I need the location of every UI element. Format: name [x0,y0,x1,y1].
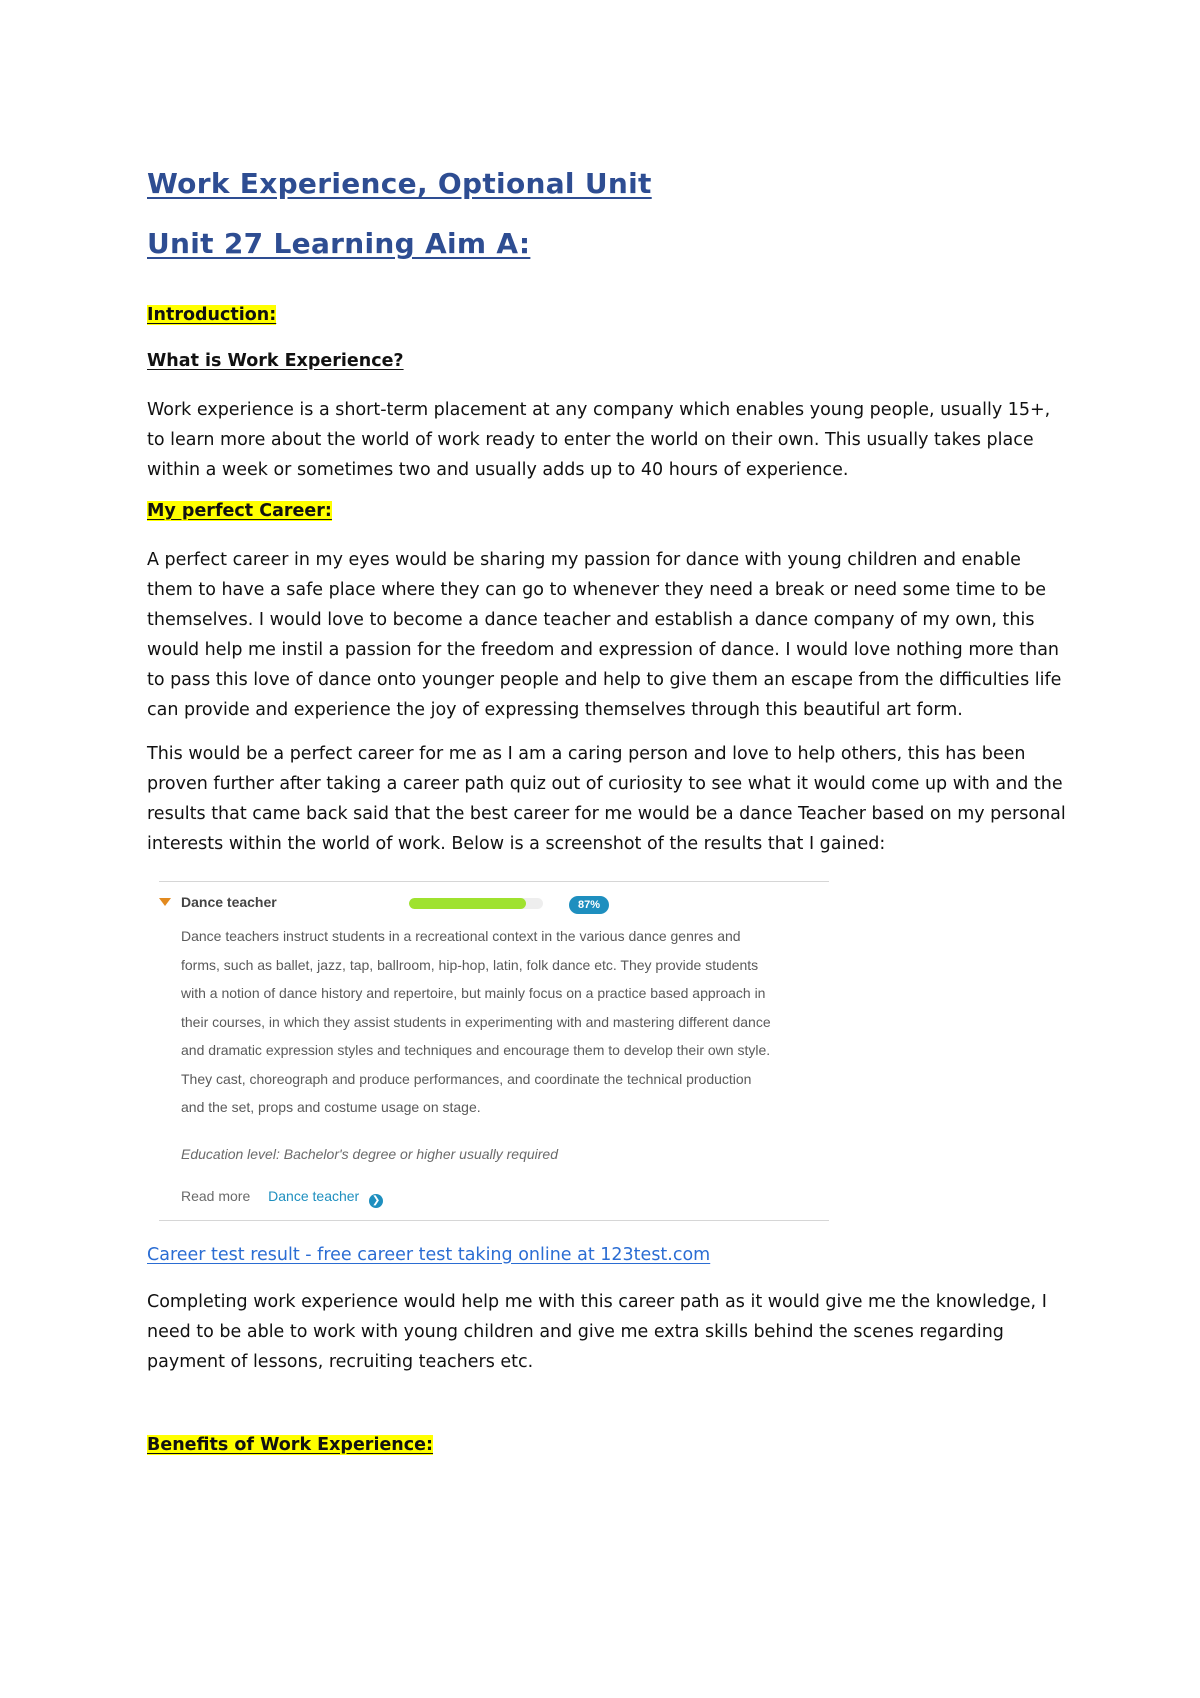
job-description-line: with a notion of dance history and repertoire, but mainly focus on a practice based approach in [181,985,766,1001]
benefits-heading [147,1433,1067,1457]
career-test-link[interactable]: Career test result - free career test taking online at 123test.com [147,1244,711,1265]
job-description-line: and dramatic expression styles and techniques and encourage them to develop their own style. [181,1042,771,1058]
job-description-line: their courses, in which they assist students in experimenting with and mastering different dance [181,1013,771,1030]
section-spacer [147,1391,1067,1433]
benefits-label: Benefits of Work Experience: [147,1434,434,1455]
what-is-heading: What is Work Experience? [147,351,404,371]
match-badge: 87% [569,896,609,914]
match-progress-bar [409,898,543,909]
read-more-label: Read more [181,1187,251,1204]
job-description-line: and the set, props and costume usage on stage. [181,1099,481,1115]
job-description-line: They cast, choreograph and produce performances, and coordinate the technical production [181,1070,752,1087]
career-heading [147,499,1067,523]
career-paragraph-2: This would be a perfect career for me as I am a caring person and love to help others, this has been proven further after taking a career path quiz out of curiosity to see what it would come up with and the results that came back said that the best career for me would be a dance Teacher based on my personal interests within the world of work. Below is a screenshot of the results that I gained: [147,744,1066,854]
education-level: Education level: Bachelor's degree or higher usually required [181,1145,559,1162]
introduction-label: Introduction: [147,305,277,325]
document-subtitle: Unit 27 Learning Aim A: [147,227,531,260]
job-title: Dance teacher [181,894,277,910]
document-content [147,165,1067,1479]
job-description-line: Dance teachers instruct students in a recreational context in the various dance genres and [181,928,741,944]
career-label: My perfect Career: [147,501,332,521]
expand-arrow-icon [159,898,171,906]
career-paragraph-1: A perfect career in my eyes would be sharing my passion for dance with young children and enable them to have a safe place where they can go to whenever they need a break or need some time to be themselves. I would love to become a dance teacher and establish a dance company of my own, this would help me instil a passion for the freedom and expression of dance. I would love nothing more than to pass this love of dance onto younger people and help to give them an escape from the difficulties life can provide and experience the joy of expressing themselves through this beautiful art form. [147,550,1062,720]
document-title: Work Experience, Optional Unit [147,167,652,200]
read-more-link[interactable]: Dance teacher [268,1187,360,1204]
read-more-row [181,1188,829,1208]
job-description-line: forms, such as ballet, jazz, tap, ballroom, hip-hop, latin, folk dance etc. They provide students [181,956,759,973]
screenshot-header [159,882,829,922]
chevron-right-icon: ❯ [369,1194,383,1208]
introduction-heading [147,303,1067,327]
what-is-paragraph: Work experience is a short-term placement at any company which enables young people, usually 15+, to learn more about the world of work ready to enter the world on their own. This usually takes place within a week or sometimes two and usually adds up to 40 hours of experience. [147,400,1051,480]
after-link-paragraph: Completing work experience would help me with this career path as it would give me the knowledge, I need to be able to work with young children and give me extra skills behind the scenes regarding payment of lessons, recruiting teachers etc. [147,1291,1047,1372]
screenshot-bottom-divider [159,1220,829,1221]
career-result-screenshot [159,881,829,1221]
match-progress-fill [409,898,526,909]
job-description [181,922,821,1122]
